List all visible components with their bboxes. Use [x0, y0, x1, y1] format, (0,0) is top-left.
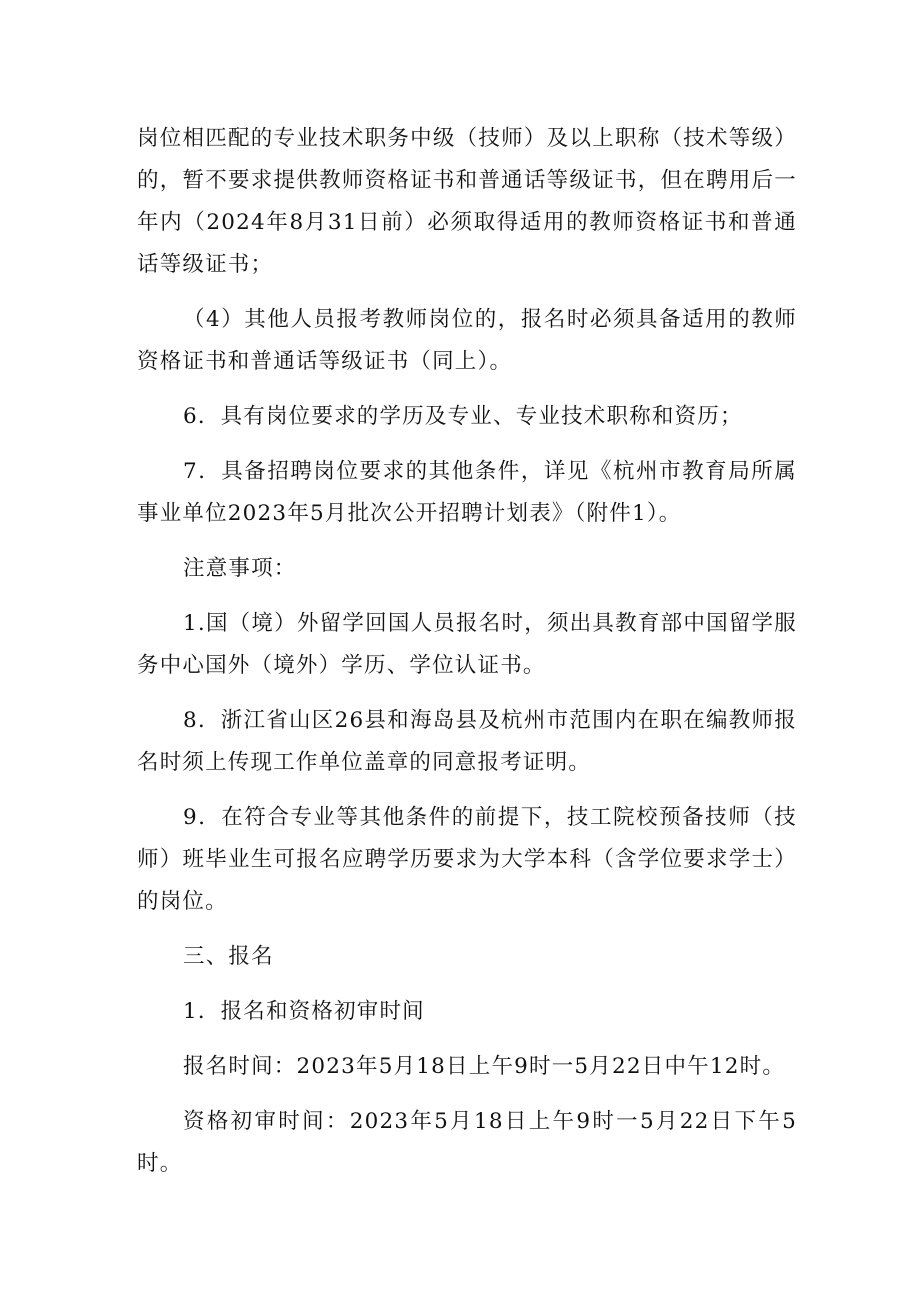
- paragraph-other-applicants: （4）其他人员报考教师岗位的，报名时必须具备适用的教师资格证书和普通话等级证书（同上）。: [137, 307, 797, 374]
- paragraph-note-9: 9．在符合专业等其他条件的前提下，技工院校预备技师（技师）班毕业生可报名应聘学历要求为大学本科（含学位要求学士）的岗位。: [137, 805, 797, 914]
- paragraph-preliminary-review-time: 资格初审时间：2023年5月18日上午9时一5月22日下午5时。: [137, 1109, 797, 1176]
- paragraph-notes-heading: 注意事项：: [183, 556, 297, 581]
- document-body: [137, 118, 797, 1185]
- paragraph-teacher-cert-requirement: 岗位相匹配的专业技术职务中级（技师）及以上职称（技术等级）的，暂不要求提供教师资格证书和普通话等级证书，但在聘用后一年内（2024年8月31日前）必须取得适用的教师资格证书和普通话等级证书；: [137, 126, 797, 277]
- paragraph-note-1: 1.国（境）外留学回国人员报名时，须出具教育部中国留学服务中心国外（境外）学历、学位认证书。: [137, 611, 797, 678]
- paragraph-item-6: 6．具有岗位要求的学历及专业、专业技术职称和资历；: [183, 404, 743, 429]
- paragraph-note-8: 8．浙江省山区26县和海岛县及杭州市范围内在职在编教师报名时须上传现工作单位盖章的同意报考证明。: [137, 708, 797, 775]
- section-heading-registration: 三、报名: [183, 944, 274, 969]
- paragraph-registration-time-heading: 1．报名和资格初审时间: [183, 999, 425, 1024]
- paragraph-registration-time: 报名时间：2023年5月18日上午9时一5月22日中午12时。: [183, 1054, 786, 1079]
- paragraph-item-7: 7．具备招聘岗位要求的其他条件，详见《杭州市教育局所属事业单位2023年5月批次公开招聘计划表》（附件1）。: [137, 459, 797, 526]
